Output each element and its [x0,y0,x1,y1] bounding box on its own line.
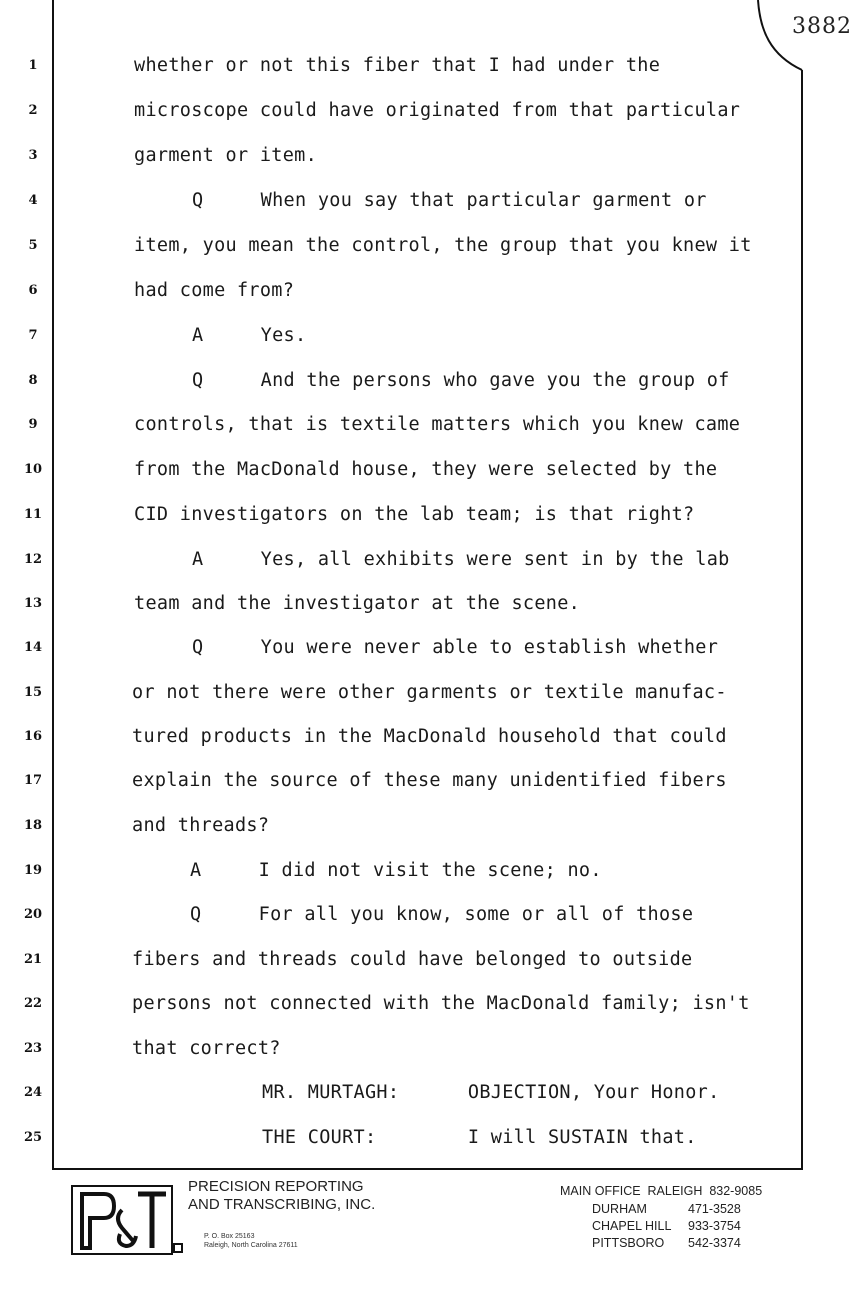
line-number: 2 [28,103,38,118]
office-phone: 933-3754 [688,1219,741,1233]
line-number: 21 [23,952,43,967]
transcript-line: microscope could have originated from that particular [134,100,741,121]
line-number: 25 [23,1130,43,1145]
page-number: 3882 [792,14,852,39]
line-number: 9 [28,417,38,432]
office-city: CHAPEL HILL [592,1219,672,1233]
transcript-line: A Yes, all exhibits were sent in by the lab [192,549,730,570]
office-city: PITTSBORO [592,1236,665,1250]
bottom-margin-rule [52,1168,802,1170]
transcript-line: whether or not this fiber that I had under the [134,55,661,76]
page-footer [0,1172,860,1269]
transcript-line: Q You were never able to establish whether [192,637,719,658]
line-number: 16 [23,729,43,744]
right-margin-rule [801,70,803,1170]
line-number: 17 [23,773,43,788]
line-number: 10 [23,462,43,477]
line-number: 1 [28,58,38,73]
line-number: 6 [28,283,38,298]
office-row [560,1236,762,1253]
line-number: 5 [28,238,38,253]
line-number: 13 [23,596,43,611]
transcript-line: Q When you say that particular garment or [192,190,707,211]
line-number: 22 [23,996,43,1011]
line-number: 4 [28,193,38,208]
office-row [560,1202,762,1219]
address-line: Raleigh, North Carolina 27611 [204,1242,298,1249]
transcript-line: CID investigators on the lab team; is that right? [134,504,695,525]
transcript-line: item, you mean the control, the group that you knew it [134,235,752,256]
transcript-line: fibers and threads could have belonged to outside [132,949,693,970]
transcript-line: explain the source of these many unidentified fibers [132,770,727,791]
left-margin-rule [52,0,54,1170]
line-number: 3 [28,148,38,163]
company-logo [70,1182,186,1262]
transcript-line: persons not connected with the MacDonald family; isn't [132,993,750,1014]
transcript-line: that correct? [132,1038,281,1059]
transcript-line: and threads? [132,815,270,836]
address-line: P. O. Box 25163 [204,1233,255,1240]
company-name-line: AND TRANSCRIBING, INC. [188,1196,376,1213]
company-name [188,1178,375,1214]
transcript-line: A I did not visit the scene; no. [190,860,602,881]
office-city: DURHAM [592,1202,647,1216]
transcript-line: THE COURT: I will SUSTAIN that. [262,1127,697,1148]
line-number: 24 [23,1085,43,1100]
line-number: 11 [23,507,43,522]
transcript-line: controls, that is textile matters which you knew came [134,414,741,435]
transcript-line: had come from? [134,280,295,301]
transcript-line: Q And the persons who gave you the group of [192,370,730,391]
line-number: 12 [23,552,43,567]
office-row [560,1219,762,1236]
company-address [204,1232,298,1250]
transcript-line: team and the investigator at the scene. [134,593,581,614]
page-corner-curve [740,0,810,80]
line-number: 15 [23,685,43,700]
transcript-line: tured products in the MacDonald household that could [132,726,727,747]
line-number: 8 [28,373,38,388]
line-number: 14 [23,640,43,655]
transcript-line: or not there were other garments or textile manufac- [132,682,727,703]
line-number: 20 [23,907,43,922]
main-office: MAIN OFFICE RALEIGH 832-9085 [560,1184,763,1198]
transcript-line: Q For all you know, some or all of those [190,904,694,925]
office-phone: 542-3374 [688,1236,741,1250]
transcript-line: MR. MURTAGH: OBJECTION, Your Honor. [262,1082,720,1103]
transcript-line: A Yes. [192,325,307,346]
transcript-line: from the MacDonald house, they were selected by the [134,459,718,480]
transcript-line: garment or item. [134,145,318,166]
line-number: 7 [28,328,38,343]
line-number: 19 [23,863,43,878]
office-list [560,1184,762,1253]
line-number: 18 [23,818,43,833]
office-phone: 471-3528 [688,1202,741,1216]
line-number: 23 [23,1041,43,1056]
company-name-line: PRECISION REPORTING [188,1178,364,1195]
